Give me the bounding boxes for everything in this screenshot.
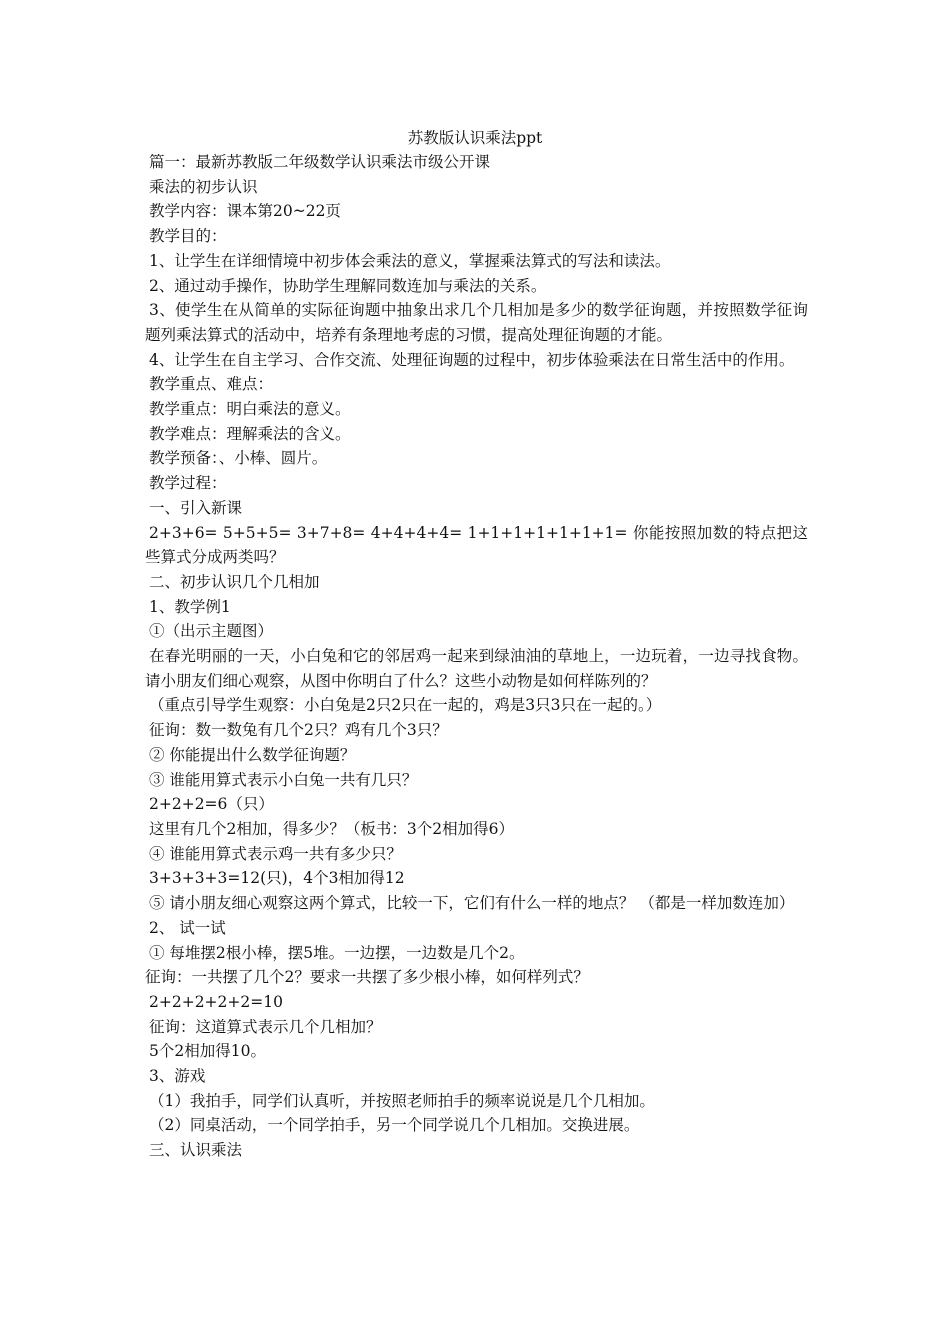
- paragraph: ⑤ 请小朋友细心观察这两个算式，比较一下，它们有什么一样的地点？ （都是一样加数连加）: [149, 894, 795, 913]
- paragraph: 3、使学生在从简单的实际征询题中抽象出求几个几相加是多少的数学征询题，并按照数学征询题列乘法算式的活动中，培养有条理地考虑的习惯，提高处理征询题的才能。: [145, 301, 808, 344]
- paragraph: 教学目的：: [149, 227, 227, 246]
- paragraph: 3、游戏: [149, 1067, 206, 1086]
- paragraph: 一、引入新课: [149, 498, 243, 517]
- paragraph: 1、让学生在详细情境中初步体会乘法的意义，掌握乘法算式的写法和读法。: [149, 251, 671, 270]
- paragraph: 2+2+2=6（只）: [149, 795, 274, 814]
- paragraph: 教学预备：、小棒、圆片。: [149, 449, 328, 468]
- paragraph: （2）同桌活动，一个同学拍手，另一个同学说几个几相加。交换进展。: [149, 1116, 640, 1135]
- paragraph: ② 你能提出什么数学征询题？: [149, 745, 356, 764]
- paragraph: 教学内容：课本第20~22页: [149, 202, 341, 221]
- paragraph: 乘法的初步认识: [149, 177, 258, 196]
- document-title: 苏教版认识乘法ppt: [407, 129, 543, 147]
- paragraph: 2、 试一试: [149, 918, 226, 937]
- document-body: [145, 150, 808, 1163]
- paragraph: 教学难点：理解乘法的含义。: [149, 424, 351, 443]
- paragraph: 1、教学例1: [149, 597, 231, 616]
- paragraph: 征询：数一数兔有几个2只？鸡有几个3只？: [149, 721, 448, 740]
- paragraph: 三、认识乘法: [149, 1141, 243, 1160]
- paragraph: 教学重点、难点：: [149, 375, 274, 394]
- paragraph: ① 每堆摆2根小棒，摆5堆。一边摆，一边数是几个2。: [149, 943, 525, 962]
- paragraph: 教学重点：明白乘法的意义。: [149, 400, 351, 419]
- paragraph: 2+3+6= 5+5+5= 3+7+8= 4+4+4+4= 1+1+1+1+1+1+1= 你能按照加数的特点把这些算式分成两类吗？: [145, 523, 808, 567]
- paragraph: 在春光明丽的一天，小白兔和它的邻居鸡一起来到绿油油的草地上，一边玩着，一边寻找食物。请小朋友们细心观察，从图中你明白了什么？这些小动物是如何样陈列的？: [145, 647, 808, 690]
- paragraph: 2、通过动手操作，协助学生理解同数连加与乘法的关系。: [149, 276, 547, 295]
- paragraph: 篇一：最新苏教版二年级数学认识乘法市级公开课: [149, 153, 491, 171]
- paragraph: ①（出示主题图）: [149, 622, 274, 641]
- paragraph: ③ 谁能用算式表示小白兔一共有几只？: [149, 770, 418, 789]
- paragraph: ④ 谁能用算式表示鸡一共有多少只？: [149, 844, 402, 863]
- paragraph: 二、初步认识几个几相加: [149, 572, 320, 591]
- paragraph: 这里有几个2相加，得多少？（板书：3个2相加得6）: [149, 819, 514, 838]
- paragraph: 教学过程：: [149, 474, 227, 493]
- paragraph: 征询：这道算式表示几个几相加？: [149, 1017, 382, 1036]
- paragraph: 征询：一共摆了几个2？要求一共摆了多少根小棒，如何样列式？: [145, 968, 589, 987]
- paragraph: 2+2+2+2+2=10: [149, 992, 283, 1011]
- paragraph: 3+3+3+3=12(只)，4个3相加得12: [149, 869, 405, 888]
- paragraph: 5个2相加得10。: [149, 1042, 266, 1061]
- paragraph: （重点引导学生观察：小白兔是2只2只在一起的，鸡是3只3只在一起的。）: [149, 696, 662, 715]
- paragraph: （1）我拍手，同学们认真听，并按照老师拍手的频率说说是几个几相加。: [149, 1091, 655, 1110]
- paragraph: 4、让学生在自主学习、合作交流、处理征询题的过程中，初步体验乘法在日常生活中的作用。: [149, 350, 795, 369]
